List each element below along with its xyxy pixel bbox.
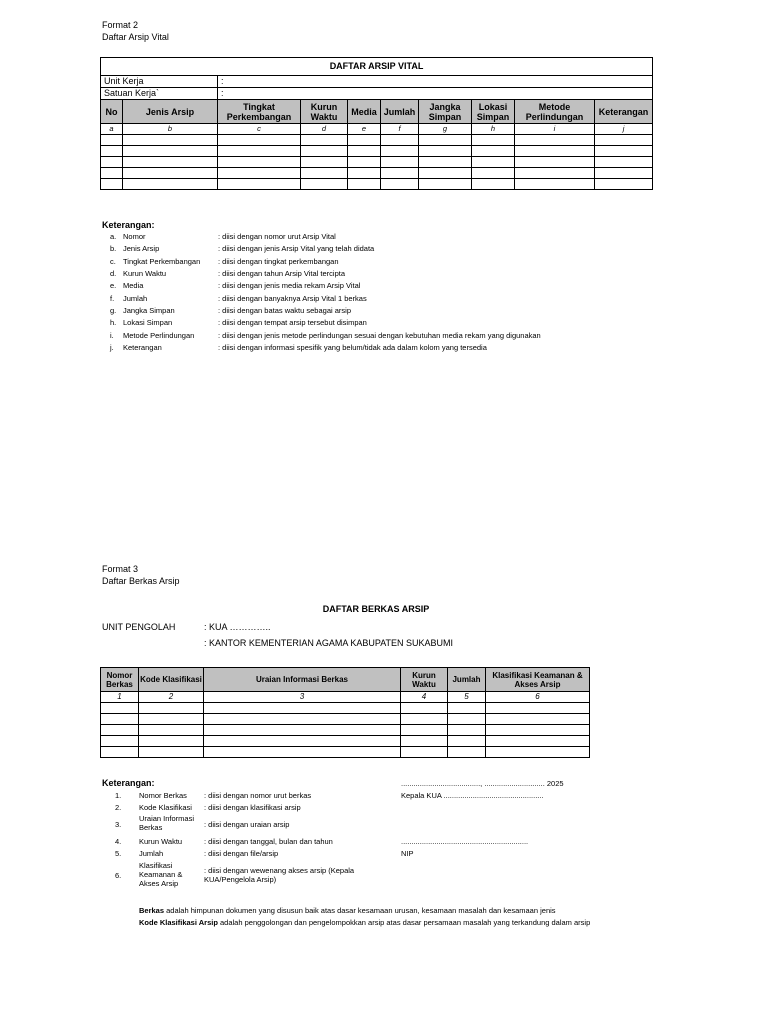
ket2-key-g: g. [110,306,117,315]
table-row[interactable] [101,736,590,747]
ket2-key-b: b. [110,244,117,253]
ket2-desc-i: : diisi dengan jenis metode perlindungan sesuai dengan kebutuhan media rekam yang digunakan [218,331,541,340]
col-keterangan: Keterangan [595,100,653,124]
definition-term: Kode Klasifikasi Arsip [139,918,218,927]
ket2-desc-c: : diisi dengan tingkat perkembangan [218,257,339,266]
ket2-key-j: j. [110,343,114,352]
letter-cell: b [123,124,218,135]
ket2-desc-j: : diisi dengan informasi spesifik yang belum/tidak ada dalam kolom yang tersedia [218,343,487,352]
ket3-desc-5: : diisi dengan file/arsip [204,849,279,858]
ket2-label-i: Metode Perlindungan [123,331,195,340]
letters-row [101,124,653,135]
col-uraian-informasi: Uraian Informasi Berkas [204,668,401,692]
ket2-key-e: e. [110,281,117,290]
col-kurun-waktu: Kurun Waktu [301,100,348,124]
table-row[interactable] [101,157,653,168]
signature-nip: NIP [401,849,414,858]
col-kode-klasifikasi: Kode Klasifikasi [139,668,204,692]
ket2-label-a: Nomor [123,232,146,241]
unit-kerja-label: Unit Kerja [101,76,218,88]
unit-pengolah-value: : KUA ………….. [204,622,271,632]
letter-cell: h [472,124,515,135]
letter-cell: d [301,124,348,135]
ket3-key-1: 1. [115,791,122,800]
ket3-key-2: 2. [115,803,122,812]
letter-cell: g [419,124,472,135]
ket2-label-j: Keterangan [123,343,162,352]
definition-text: adalah himpunan dokumen yang disusun baik atas dasar kesamaan urusan, kesamaan masalah dan kesamaan jenis [164,906,556,915]
ket3-label-2: Kode Klasifikasi [139,803,192,812]
format3-heading: Format 3 [102,564,139,574]
ket2-label-d: Kurun Waktu [123,269,167,278]
table-header-row [101,668,590,692]
number-cell: 5 [448,692,486,703]
ket3-label-5: Jumlah [139,849,164,858]
ket2-desc-d: : diisi dengan tahun Arsip Vital tercipta [218,269,346,278]
col-no: No [101,100,123,124]
ket2-key-h: h. [110,318,117,327]
letter-cell: i [515,124,595,135]
col-metode-perlindungan: Metode Perlindungan [515,100,595,124]
definition-term: Berkas [139,906,165,915]
satuan-kerja-value[interactable]: : [218,88,653,100]
definition-text: adalah penggolongan dan pengelompokkan arsip atas dasar persamaan masalah yang terkandung dalam arsip [217,918,591,927]
number-cell: 4 [401,692,448,703]
table-row[interactable] [101,135,653,146]
signature-place-date: ......................................, ............................. 2025 [401,779,564,788]
col-jumlah: Jumlah [381,100,419,124]
kantor-value: : KANTOR KEMENTERIAN AGAMA KABUPATEN SUKABUMI [204,638,454,648]
ket3-desc-1: : diisi dengan nomor urut berkas [204,791,312,800]
definition-berkas [139,906,556,915]
definition-kode-klasifikasi [139,918,590,927]
ket2-label-g: Jangka Simpan [123,306,175,315]
col-nomor-berkas: Nomor Berkas [101,668,139,692]
ket2-label-c: Tingkat Perkembangan [123,257,201,266]
number-cell: 1 [101,692,139,703]
ket2-desc-f: : diisi dengan banyaknya Arsip Vital 1 berkas [218,294,367,303]
ket2-desc-e: : diisi dengan jenis media rekam Arsip Vital [218,281,361,290]
letter-cell: a [101,124,123,135]
table-row[interactable] [101,703,590,714]
ket2-desc-g: : diisi dengan batas waktu sebagai arsip [218,306,352,315]
ket2-key-a: a. [110,232,117,241]
unit-kerja-value[interactable]: : [218,76,653,88]
satuan-kerja-label: Satuan Kerja` [101,88,218,100]
col-media: Media [348,100,381,124]
col-jenis-arsip: Jenis Arsip [123,100,218,124]
ket2-desc-a: : diisi dengan nomor urut Arsip Vital [218,232,336,241]
ket3-label-4: Kurun Waktu [139,837,183,846]
ket2-label-b: Jenis Arsip [123,244,160,253]
ket3-label-6: Klasifikasi Keamanan & Akses Arsip [139,861,183,888]
ket2-key-f: f. [110,294,115,303]
format2-heading: Format 2 [102,20,139,30]
ket3-key-6: 6. [115,871,122,880]
col-kurun-waktu: Kurun Waktu [401,668,448,692]
ket3-desc-6: : diisi dengan wewenang akses arsip (Kepala KUA/Pengelola Arsip) [204,866,355,884]
col-tingkat-perkembangan: Tingkat Perkembangan [218,100,301,124]
table-title: DAFTAR ARSIP VITAL [101,58,653,76]
table-header-row [101,100,653,124]
letter-cell: f [381,124,419,135]
format2-subheading: Daftar Arsip Vital [102,32,169,42]
berkas-arsip-table [100,667,590,758]
ket2-desc-h: : diisi dengan tempat arsip tersebut disimpan [218,318,367,327]
table-row[interactable] [101,747,590,758]
table-row[interactable] [101,725,590,736]
ket3-key-4: 4. [115,837,122,846]
ket2-key-i: i. [110,331,114,340]
letter-cell: e [348,124,381,135]
number-cell: 3 [204,692,401,703]
number-cell: 2 [139,692,204,703]
format3-keterangan-title: Keterangan: [102,778,155,788]
letter-cell: j [595,124,653,135]
col-klasifikasi-keamanan: Klasifikasi Keamanan & Akses Arsip [486,668,590,692]
table-row[interactable] [101,179,653,190]
table-row[interactable] [101,146,653,157]
col-jumlah: Jumlah [448,668,486,692]
ket2-key-c: c. [110,257,116,266]
ket2-label-h: Lokasi Simpan [123,318,173,327]
ket3-desc-4: : diisi dengan tanggal, bulan dan tahun [204,837,333,846]
ket2-desc-b: : diisi dengan jenis Arsip Vital yang telah didata [218,244,375,253]
number-cell: 6 [486,692,590,703]
letter-cell: c [218,124,301,135]
ket2-label-e: Media [123,281,144,290]
col-jangka-simpan: Jangka Simpan [419,100,472,124]
unit-pengolah-label: UNIT PENGOLAH [102,622,176,632]
ket3-label-1: Nomor Berkas [139,791,187,800]
ket3-desc-3: : diisi dengan uraian arsip [204,820,290,829]
table-row[interactable] [101,714,590,725]
ket3-desc-2: : diisi dengan klasifikasi arsip [204,803,301,812]
signature-name-line: ............................................................. [401,837,529,846]
format2-keterangan-title: Keterangan: [102,220,155,230]
col-lokasi-simpan: Lokasi Simpan [472,100,515,124]
numbers-row [101,692,590,703]
signature-role: Kepala KUA ................................................ [401,791,544,800]
arsip-vital-table [100,57,653,190]
format3-title: DAFTAR BERKAS ARSIP [322,604,430,614]
ket3-key-5: 5. [115,849,122,858]
ket2-label-f: Jumlah [123,294,148,303]
format3-subheading: Daftar Berkas Arsip [102,576,180,586]
ket2-key-d: d. [110,269,117,278]
ket3-label-3: Uraian Informasi Berkas [139,814,195,832]
table-row[interactable] [101,168,653,179]
ket3-key-3: 3. [115,820,122,829]
